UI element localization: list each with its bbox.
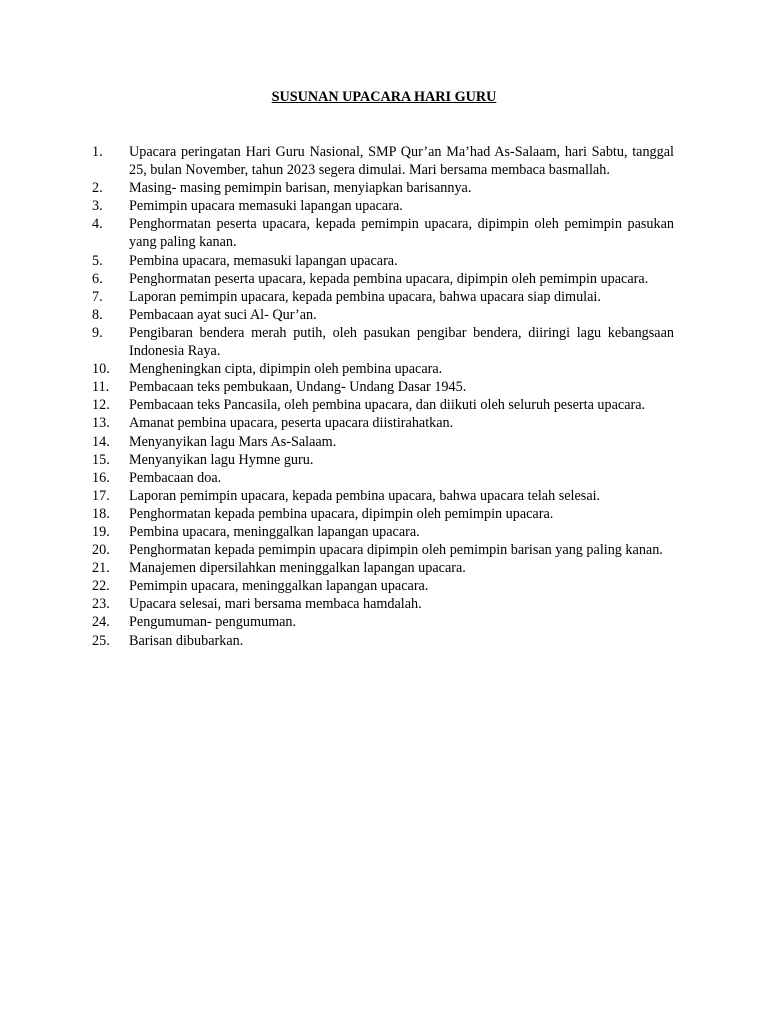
list-item-number: 23. bbox=[92, 596, 110, 613]
list-item-text: Amanat pembina upacara, peserta upacara diistirahatkan. bbox=[129, 415, 454, 432]
list-item-number: 8. bbox=[92, 306, 103, 323]
list-item bbox=[92, 487, 674, 505]
list-item-text: Pengibaran bendera merah putih, oleh pasukan pengibar bendera, diiringi lagu kebangsaan Indonesia Raya. bbox=[129, 324, 674, 360]
list-item-number: 10. bbox=[92, 361, 110, 378]
list-item-number: 5. bbox=[92, 252, 103, 269]
list-item bbox=[92, 632, 674, 650]
list-item-number: 9. bbox=[92, 324, 103, 341]
list-item bbox=[92, 559, 674, 577]
list-item bbox=[92, 197, 674, 215]
list-item-text: Pemimpin upacara memasuki lapangan upacara. bbox=[129, 198, 403, 215]
list-item bbox=[92, 396, 674, 414]
list-item bbox=[92, 252, 674, 270]
list-item-number: 6. bbox=[92, 270, 103, 287]
list-item-text: Pembina upacara, meninggalkan lapangan upacara. bbox=[129, 523, 420, 540]
list-item bbox=[92, 378, 674, 396]
list-item-text: Penghormatan peserta upacara, kepada pembina upacara, dipimpin oleh pemimpin upacara. bbox=[129, 270, 649, 287]
list-item-number: 19. bbox=[92, 523, 110, 540]
list-item-text: Upacara selesai, mari bersama membaca hamdalah. bbox=[129, 596, 422, 613]
list-item-number: 12. bbox=[92, 397, 110, 414]
list-item-text: Barisan dibubarkan. bbox=[129, 632, 244, 649]
list-item bbox=[92, 288, 674, 306]
list-item bbox=[92, 451, 674, 469]
list-item bbox=[92, 541, 674, 559]
list-item-number: 17. bbox=[92, 487, 110, 504]
list-item-number: 2. bbox=[92, 180, 103, 197]
list-item bbox=[92, 613, 674, 631]
list-item-text: Laporan pemimpin upacara, kepada pembina upacara, bahwa upacara telah selesai. bbox=[129, 487, 601, 504]
list-item-text: Upacara peringatan Hari Guru Nasional, SMP Qur’an Ma’had As-Salaam, hari Sabtu, tanggal 25, bulan November, tahun 2023 segera dimulai. Mari bersama membaca basmallah. bbox=[129, 144, 674, 179]
list-item-text: Pembacaan teks Pancasila, oleh pembina upacara, dan diikuti oleh seluruh peserta upacara. bbox=[129, 397, 646, 414]
list-item bbox=[92, 523, 674, 541]
list-item bbox=[92, 215, 674, 251]
list-item bbox=[92, 414, 674, 432]
list-item-number: 21. bbox=[92, 560, 110, 577]
list-item-text: Manajemen dipersilahkan meninggalkan lapangan upacara. bbox=[129, 560, 466, 577]
list-item-text: Penghormatan kepada pembina upacara, dipimpin oleh pemimpin upacara. bbox=[129, 505, 554, 522]
list-item bbox=[92, 360, 674, 378]
list-item-number: 15. bbox=[92, 451, 110, 468]
list-item-number: 14. bbox=[92, 433, 110, 450]
list-item-number: 22. bbox=[92, 578, 110, 595]
list-item-text: Pengumuman- pengumuman. bbox=[129, 614, 297, 631]
list-item-text: Laporan pemimpin upacara, kepada pembina upacara, bahwa upacara siap dimulai. bbox=[129, 288, 601, 305]
list-item bbox=[92, 505, 674, 523]
list-item-number: 18. bbox=[92, 505, 110, 522]
list-item-number: 16. bbox=[92, 469, 110, 486]
list-item-number: 25. bbox=[92, 632, 110, 649]
list-item-text: Penghormatan kepada pemimpin upacara dipimpin oleh pemimpin barisan yang paling kanan. bbox=[129, 542, 663, 559]
list-item-number: 1. bbox=[92, 144, 103, 160]
list-item-number: 3. bbox=[92, 198, 103, 215]
list-item-number: 4. bbox=[92, 216, 103, 233]
document-title: SUSUNAN UPACARA HARI GURU bbox=[271, 89, 497, 105]
list-item-text: Menyanyikan lagu Hymne guru. bbox=[129, 451, 314, 468]
list-item-text: Pemimpin upacara, meninggalkan lapangan upacara. bbox=[129, 578, 429, 595]
list-item bbox=[92, 433, 674, 451]
list-item-text: Pembacaan ayat suci Al- Qur’an. bbox=[129, 306, 317, 323]
list-item-number: 24. bbox=[92, 614, 110, 631]
list-item-text: Penghormatan peserta upacara, kepada pemimpin upacara, dipimpin oleh pemimpin pasukan yang paling kanan. bbox=[129, 216, 674, 251]
list-item-text: Mengheningkan cipta, dipimpin oleh pembina upacara. bbox=[129, 361, 443, 378]
list-item bbox=[92, 306, 674, 324]
list-item bbox=[92, 577, 674, 595]
list-item-number: 7. bbox=[92, 288, 103, 305]
list-item bbox=[92, 595, 674, 613]
list-item bbox=[92, 270, 674, 288]
list-item bbox=[92, 469, 674, 487]
agenda-list bbox=[92, 143, 674, 650]
list-item bbox=[92, 143, 674, 179]
list-item-text: Pembacaan teks pembukaan, Undang- Undang Dasar 1945. bbox=[129, 379, 467, 396]
list-item-text: Pembina upacara, memasuki lapangan upacara. bbox=[129, 252, 398, 269]
list-item bbox=[92, 324, 674, 360]
list-item-text: Menyanyikan lagu Mars As-Salaam. bbox=[129, 433, 337, 450]
list-item-number: 13. bbox=[92, 415, 110, 432]
list-item bbox=[92, 179, 674, 197]
list-item-text: Pembacaan doa. bbox=[129, 469, 222, 486]
list-item-number: 11. bbox=[92, 379, 110, 396]
list-item-text: Masing- masing pemimpin barisan, menyiapkan barisannya. bbox=[129, 180, 472, 197]
list-item-number: 20. bbox=[92, 542, 110, 559]
